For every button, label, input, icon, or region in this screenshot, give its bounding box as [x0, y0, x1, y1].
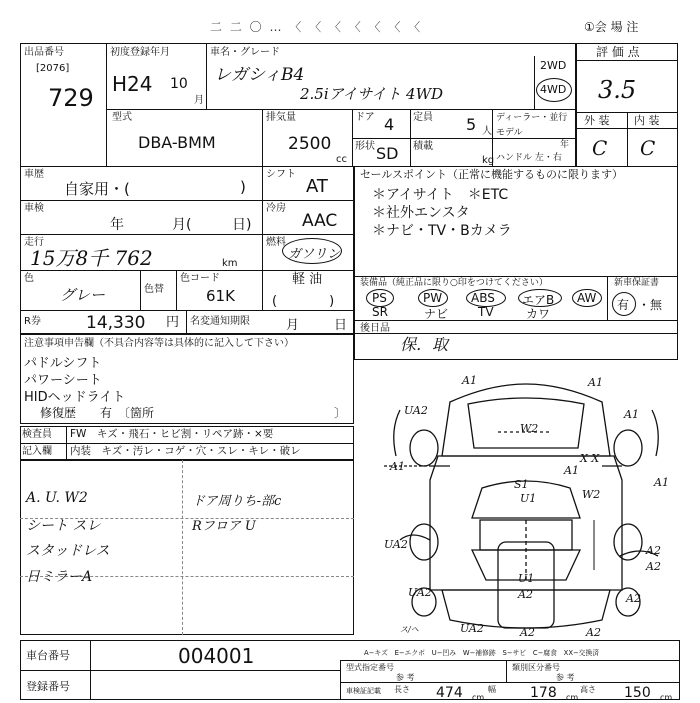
car-no-label: 車台番号 [26, 649, 70, 662]
equip-abs: ABS [471, 291, 495, 305]
hand-note-5: スタッドレス [26, 543, 110, 559]
fuel-alt: 軽 油 [292, 272, 323, 287]
mark-1: A1 [462, 374, 477, 387]
mark-17: U1 [518, 572, 535, 585]
class-no-ref: 参 考 [556, 673, 575, 682]
mark-6: A1 [390, 460, 405, 473]
history-value: 自家用・( [64, 180, 130, 198]
mark-24: ス/ヘ [400, 625, 419, 634]
note-1: パドルシフト [24, 356, 102, 371]
mark-9: A1 [564, 464, 579, 477]
sales-item-1: ＊アイサイト ＊ETC [372, 187, 509, 203]
later-label: 後日品 [360, 323, 390, 334]
interior-grade: C [640, 136, 656, 160]
equip-navi: ナビ [424, 307, 449, 321]
note-2: パワーシート [24, 373, 102, 388]
width-unit: cm [566, 693, 579, 702]
mark-15: A2 [646, 560, 661, 573]
repair-close: 〕 [334, 406, 347, 420]
doors-label: ドア [355, 112, 375, 123]
inspection-day: 日) [232, 217, 252, 233]
doors-value: 4 [384, 115, 395, 134]
capacity-label: 定員 [413, 112, 433, 123]
type-no-label: 型式指定番号 [346, 663, 394, 672]
mileage-label: 走行 [24, 237, 44, 248]
ac-label: 冷房 [266, 203, 286, 214]
class-no-label: 類別区分番号 [512, 663, 560, 672]
mark-18: A2 [518, 588, 533, 601]
fuel-gasoline: ガソリン [288, 247, 341, 262]
equip-leather: カワ [526, 307, 551, 321]
mark-7: X X [580, 452, 600, 465]
first-reg-era: H24 [112, 72, 153, 96]
mileage-value: 15万8千 762 [30, 246, 153, 270]
length-value: 474 [436, 685, 463, 701]
width-value: 178 [530, 685, 557, 701]
mark-23: A2 [586, 626, 601, 639]
equipment-label: 装備品（純正品に限り○印をつけてください） [360, 278, 548, 288]
body-type-label: 形状 [355, 141, 375, 152]
lot-label: 出品番号 [24, 47, 64, 58]
rating-label: 評 価 点 [596, 45, 640, 59]
header-scribble: 二 二 〇 … 〈 〈 〈 〈 〈 〈 〈 [210, 20, 423, 34]
damage-legend: A−キズ E−エクボ U−凹み W−補修跡 S−サビ C−腐食 XX−交換済 [364, 649, 600, 657]
hand-note-6: 日ミラーA [26, 569, 93, 585]
lot-number: 729 [48, 84, 94, 112]
recycle-unit: 円 [166, 315, 180, 330]
sales-item-3: ＊ナビ・TV・Bカメラ [372, 223, 512, 239]
fuel-paren: ( ) [272, 294, 335, 309]
color-label: 色 [24, 273, 34, 284]
year-unit: 年 [560, 140, 570, 150]
name-change-day: 日 [334, 318, 348, 333]
history-label: 車歴 [24, 169, 44, 180]
equip-sr: SR [372, 305, 388, 319]
venue-note: ①会 場 注 [584, 20, 639, 34]
checker-row-2: 内装 キズ・汚レ・コゲ・穴・スレ・キレ・破レ [70, 445, 301, 457]
car-name: レガシィB4 [214, 65, 305, 85]
equip-airbag: エアB [522, 293, 555, 307]
cert-label: 車検証記載 [346, 687, 381, 695]
color-value: グレー [60, 286, 106, 304]
color-change-label: 色替 [144, 284, 164, 295]
exterior-grade: C [592, 136, 608, 160]
handle-label: ハンドル 左・右 [496, 153, 562, 163]
equip-ps: PS [372, 291, 387, 305]
reg-label: 登録番号 [26, 680, 70, 693]
drive-2wd: 2WD [540, 59, 567, 72]
car-grade: 2.5iアイサイト 4WD [300, 85, 444, 103]
fuel-label: 燃料 [266, 237, 286, 248]
mark-21: UA2 [460, 622, 484, 635]
warranty-yes: 有 [617, 298, 630, 312]
shift-label: シフト [266, 169, 296, 180]
car-no-value: 004001 [178, 644, 255, 668]
first-reg-label: 初度登録年月 [110, 47, 170, 58]
capacity-value: 5 [466, 115, 477, 134]
exterior-label: 外 装 [584, 114, 610, 127]
model-value: DBA-BMM [138, 133, 216, 152]
recycle-value: 14,330 [86, 313, 146, 333]
rating-score: 3.5 [598, 76, 637, 104]
type-no-ref: 参 考 [396, 673, 415, 682]
first-reg-month: 10 [170, 76, 188, 92]
model-year-label: モデル [496, 128, 523, 138]
color-code: 61K [206, 287, 235, 305]
capacity-unit: 人 [482, 126, 492, 137]
displacement-unit: cc [336, 154, 347, 165]
length-unit: cm [472, 693, 485, 702]
first-reg-unit: 月 [194, 95, 204, 106]
mark-20: A2 [626, 592, 641, 605]
inspection-year: 年 [110, 217, 124, 233]
notes-label: 注意事項申告欄（不具合内容等は具体的に記入して下さい） [24, 338, 294, 349]
hand-note-1: A. U. W2 [26, 490, 88, 506]
load-unit: kg [482, 155, 495, 166]
hand-note-4: Rフロア U [192, 519, 256, 534]
height-unit: cm [660, 693, 673, 702]
mileage-unit: km [222, 258, 238, 269]
mark-5: A1 [624, 408, 639, 421]
ac-value: AAC [302, 211, 338, 231]
equip-aw: AW [577, 291, 597, 305]
inspection-month: 月( [172, 217, 192, 233]
load-label: 積載 [413, 141, 433, 152]
drive-4wd: 4WD [540, 83, 567, 96]
body-type-value: SD [376, 144, 399, 163]
displacement-label: 排気量 [266, 112, 296, 123]
interior-label: 内 装 [634, 114, 660, 127]
mark-22: A2 [520, 626, 535, 639]
checker-label-1: 検査員 [22, 429, 52, 440]
shift-value: AT [306, 176, 328, 197]
checker-label-2: 記入欄 [22, 446, 52, 457]
mark-11: U1 [520, 492, 537, 505]
warranty-no: ・無 [638, 298, 663, 312]
history-close: ) [240, 178, 246, 196]
mark-3: UA2 [404, 404, 428, 417]
mark-16: UA2 [408, 586, 432, 599]
car-damage-diagram [360, 370, 690, 640]
hand-note-2: ドア周りち-部c [192, 494, 282, 509]
length-label: 長さ [394, 685, 410, 694]
name-change-label: 名変通知期限 [190, 316, 250, 327]
lot-sub: [2076] [36, 63, 70, 74]
model-label: 型式 [112, 112, 132, 123]
hand-note-3: シート スレ [26, 518, 101, 534]
height-label: 高さ [580, 685, 596, 694]
equip-tv: TV [478, 305, 494, 319]
width-label: 幅 [488, 685, 496, 694]
car-label: 車名・グレード [210, 47, 280, 58]
note-3: HIDヘッドライト [24, 390, 126, 405]
later-value: 保．取 [400, 335, 449, 354]
equip-pw: PW [423, 291, 443, 305]
height-value: 150 [624, 685, 651, 701]
mark-2: A1 [588, 376, 603, 389]
sales-item-2: ＊社外エンスタ [372, 205, 470, 221]
mark-13: UA2 [384, 538, 408, 551]
mark-14: A2 [646, 544, 661, 557]
warranty-label: 新車保証書 [614, 278, 660, 288]
recycle-label: R券 [24, 316, 41, 327]
checker-row-1: FW キズ・飛石・ヒビ割・リペア跡・×要 [70, 428, 274, 440]
repair-history: 修復歴 有 〔箇所 [40, 406, 155, 420]
color-code-label: 色コード [180, 273, 220, 284]
mark-4: W2 [520, 422, 539, 435]
displacement-value: 2500 [288, 134, 332, 154]
mark-8: A1 [654, 476, 669, 489]
sales-label: セールスポイント（正常に機能するものに限ります） [360, 168, 624, 181]
mark-12: S1 [514, 478, 529, 491]
inspection-label: 車検 [24, 203, 44, 214]
dealer-label: ディーラー・並行 [496, 113, 568, 123]
mark-10: W2 [582, 488, 601, 501]
name-change-month: 月 [286, 318, 300, 333]
